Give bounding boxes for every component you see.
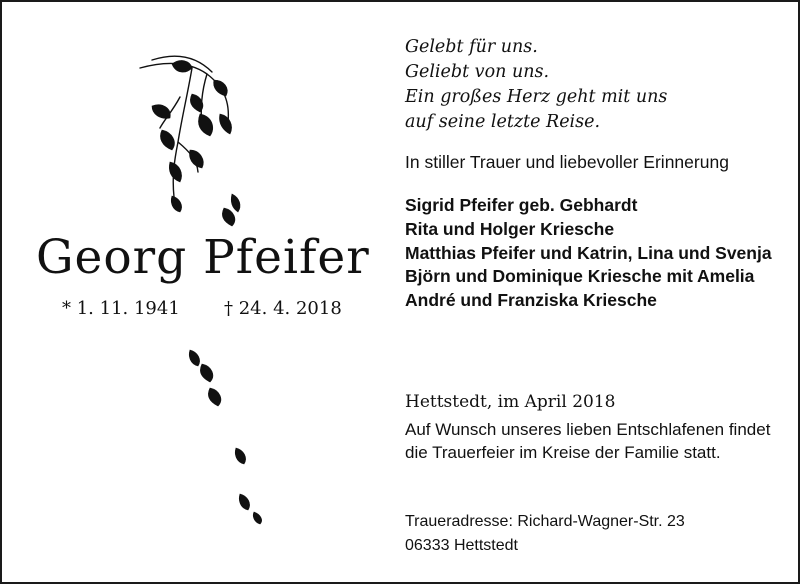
address-line: Traueradresse: Richard-Wagner-Str. 23 (405, 513, 685, 530)
leaf-icon (208, 388, 220, 406)
leaf-icon (169, 162, 181, 182)
mourner-name: Matthias Pfeifer und Katrin, Lina und Svenja (405, 242, 772, 263)
leaf-icon (214, 80, 228, 96)
leaf-icon (171, 196, 181, 212)
leaf-icon (172, 61, 192, 73)
leaf-icon (235, 448, 245, 464)
leaf-icon (198, 114, 212, 136)
mourner-name: Sigrid Pfeifer geb. Gebhardt (405, 195, 638, 215)
poem-line: auf seine letzte Reise. (405, 112, 601, 132)
leaf-icon (231, 194, 240, 212)
address-line: 06333 Hettstedt (405, 537, 518, 554)
leaf-icon (222, 208, 234, 226)
poem-line: Ein großes Herz geht mit uns (405, 87, 668, 107)
mourner-name: André und Franziska Kriesche (405, 290, 657, 311)
memorial-poem (405, 35, 667, 135)
place-and-date: Hettstedt, im April 2018 (405, 392, 616, 412)
mourners-list (405, 194, 790, 313)
mourning-address (405, 510, 685, 558)
mourner-name: Björn und Dominique Kriesche mit Amelia (405, 266, 755, 287)
deceased-name: Georg Pfeifer (36, 230, 370, 285)
death-date: † 24. 4. 2018 (224, 298, 342, 319)
mourner-name: Rita und Holger Kriesche (405, 218, 615, 239)
leaf-icon (200, 364, 212, 382)
leaf-icon (219, 114, 231, 134)
leaf-icon (189, 350, 199, 366)
poem-line: Gelebt für uns. (405, 37, 538, 57)
leaf-icon (152, 105, 170, 119)
leaf-icon (253, 512, 261, 524)
funeral-request: Auf Wunsch unseres lieben Entschlafenen findet die Trauerfeier im Kreise der Familie statt. (405, 420, 771, 462)
poem-line: Geliebt von uns. (405, 62, 550, 82)
leaf-icon (160, 130, 174, 150)
leaf-icon (239, 494, 249, 510)
mourning-intro: In stiller Trauer und liebevoller Erinnerung (405, 152, 729, 172)
leaf-icon (190, 150, 204, 168)
birth-date: * 1. 11. 1941 (62, 298, 180, 319)
leaf-icon (190, 94, 202, 112)
